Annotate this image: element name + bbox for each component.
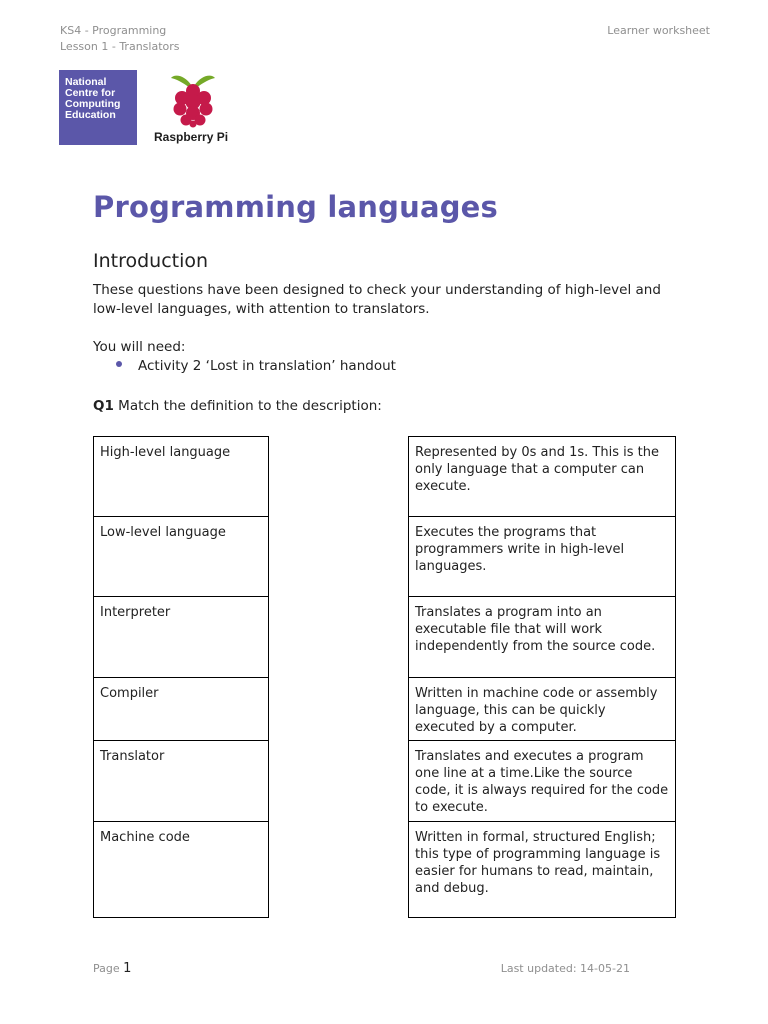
last-updated: Last updated: 14-05-21 — [500, 962, 630, 975]
question-text: Match the definition to the description: — [118, 398, 382, 414]
course-label: KS4 - Programming — [60, 24, 167, 37]
question-number: Q1 — [93, 398, 114, 414]
introduction-heading: Introduction — [93, 250, 209, 272]
description-box[interactable]: Written in formal, structured English; this type of programming language is easier for humans to read, maintain, and debug. — [408, 821, 676, 918]
ncce-logo: National Centre for Computing Education — [59, 70, 137, 145]
document-header-left — [60, 23, 180, 55]
term-box[interactable]: Interpreter — [93, 596, 269, 678]
raspberry-pi-logo — [150, 70, 240, 148]
description-box[interactable]: Written in machine code or assembly language, this can be quickly executed by a computer. — [408, 677, 676, 741]
introduction-text: These questions have been designed to check your understanding of high-level and low-level languages, with attention to translators. — [93, 282, 661, 317]
term-box[interactable]: Compiler — [93, 677, 269, 741]
term-box[interactable]: Low-level language — [93, 516, 269, 597]
bullet-icon — [116, 361, 122, 367]
question-q1 — [93, 397, 382, 416]
description-box[interactable]: Executes the programs that programmers write in high-level languages. — [408, 516, 676, 597]
description-box[interactable]: Translates a program into an executable file that will work independently from the source code. — [408, 596, 676, 678]
raspberry-icon — [168, 70, 218, 128]
description-box[interactable]: Translates and executes a program one line at a time.Like the source code, it is always required for the code to execute. — [408, 740, 676, 822]
term-box[interactable]: Translator — [93, 740, 269, 822]
raspberry-pi-wordmark: Raspberry Pi — [154, 130, 229, 144]
term-box[interactable]: Machine code — [93, 821, 269, 918]
you-will-need-label: You will need: — [93, 339, 186, 355]
page-title: Programming languages — [93, 190, 499, 224]
term-box[interactable]: High-level language — [93, 436, 269, 517]
page-number: Page 1 — [93, 961, 132, 976]
description-box[interactable]: Represented by 0s and 1s. This is the only language that a computer can execute. — [408, 436, 676, 517]
lesson-label: Lesson 1 - Translators — [60, 40, 180, 53]
needed-item: Activity 2 ‘Lost in translation’ handout — [116, 357, 396, 376]
worksheet-type-label: Learner worksheet — [607, 24, 710, 37]
